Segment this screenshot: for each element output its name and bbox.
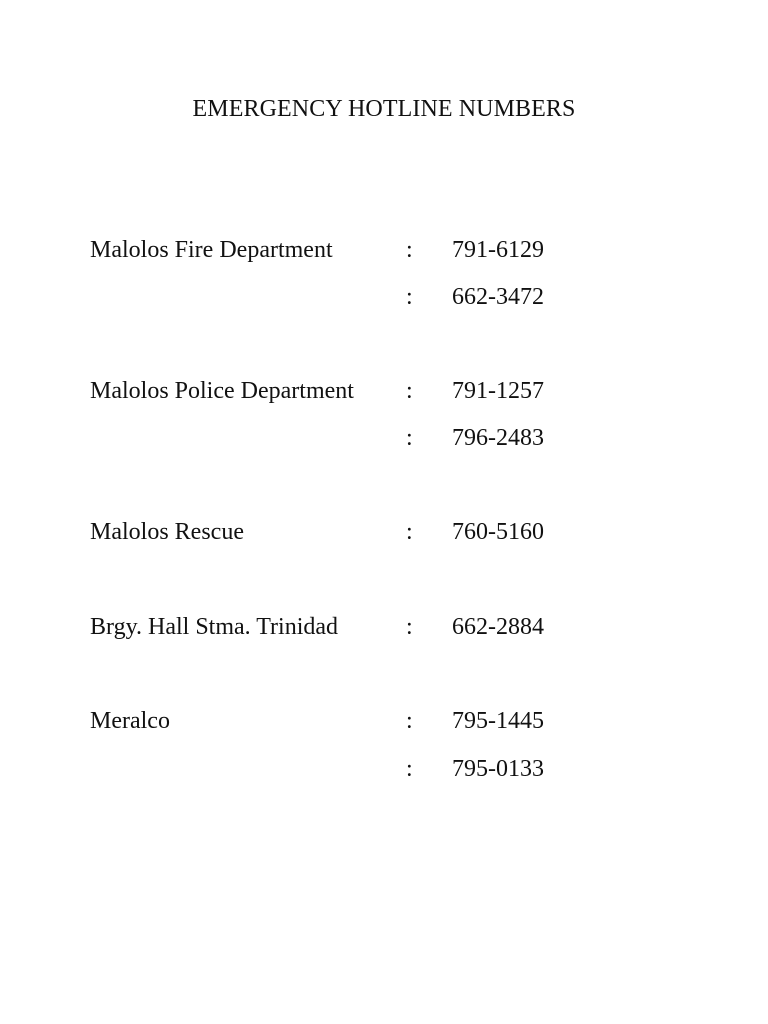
hotline-number: 760-5160 [452,519,544,545]
separator: : [406,756,413,782]
hotline-name: Malolos Rescue [90,519,244,545]
hotline-number: 791-1257 [452,378,544,404]
hotline-number: 796-2483 [452,425,544,451]
hotline-name: Malolos Police Department [90,378,354,404]
separator: : [406,708,413,734]
separator: : [406,378,413,404]
hotline-row [0,376,768,406]
hotline-row [0,706,768,736]
separator: : [406,284,413,310]
hotline-name: Malolos Fire Department [90,237,333,263]
hotline-number: 795-1445 [452,708,544,734]
hotline-row [0,235,768,265]
hotline-row [0,282,768,312]
hotline-row [0,423,768,453]
hotline-number: 662-2884 [452,614,544,640]
hotline-row [0,612,768,642]
hotline-number: 795-0133 [452,756,544,782]
hotline-number: 662-3472 [452,284,544,310]
hotline-number: 791-6129 [452,237,544,263]
separator: : [406,237,413,263]
separator: : [406,614,413,640]
page-title: EMERGENCY HOTLINE NUMBERS [192,96,576,122]
hotline-name: Meralco [90,708,170,734]
separator: : [406,519,413,545]
hotline-row [0,517,768,547]
hotline-name: Brgy. Hall Stma. Trinidad [90,614,339,640]
hotline-row [0,754,768,784]
separator: : [406,425,413,451]
